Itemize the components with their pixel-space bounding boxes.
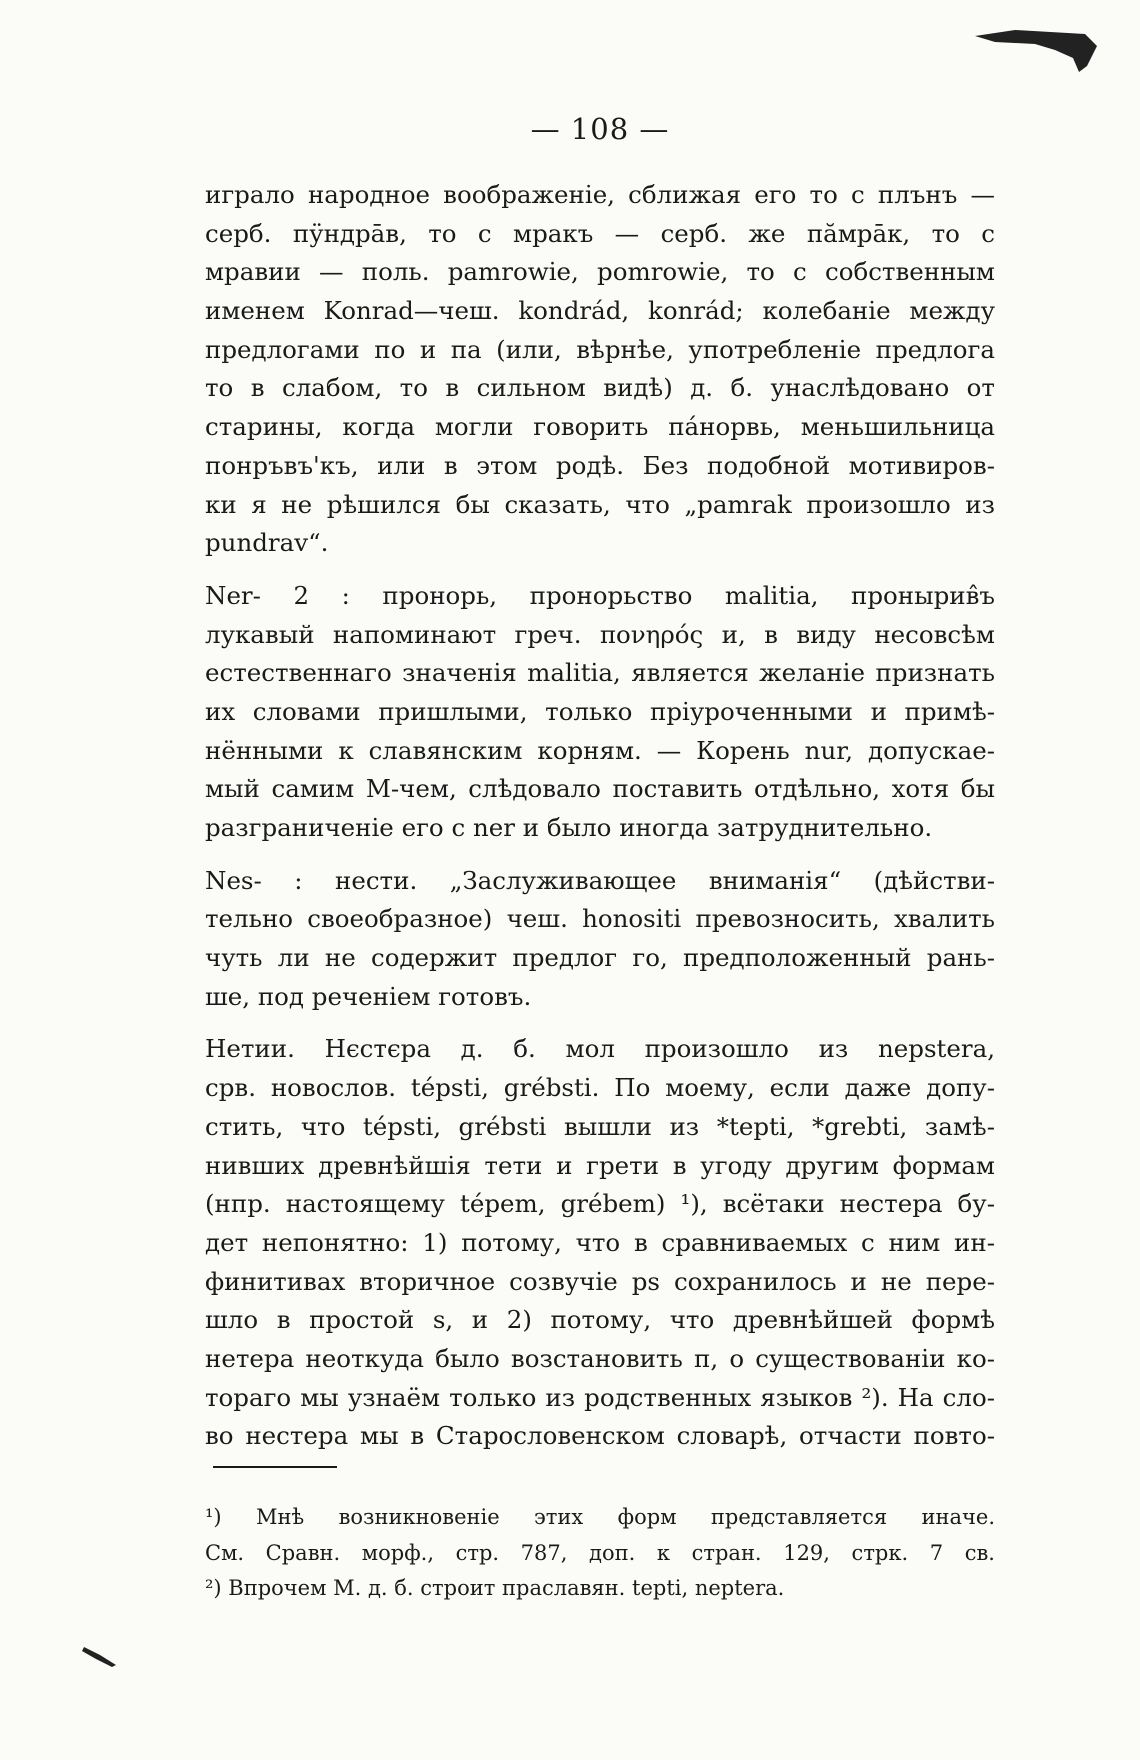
text-line: их словами пришлыми, только пріуроченными и примѣ- <box>205 696 995 726</box>
text-line: нёнными к славянским корням. — Корень nur, допускае- <box>205 735 995 765</box>
text-line: мый самим М-чем, слѣдовало поставить отдѣльно, хотя бы <box>205 774 995 804</box>
text-line: естественнаго значенія malitia, является желаніе признать <box>205 658 995 688</box>
text-line: Нетии. Нєстєра д. б. мол произошло из nepstera, <box>205 1034 995 1064</box>
text-line: срв. новослов. tépsti, grébsti. По моему, если даже допу- <box>205 1073 995 1103</box>
paragraph-gap <box>205 1016 995 1030</box>
paragraph-gap <box>205 563 995 577</box>
text-line: стить, что tépsti, grébsti вышли из *tepti, *grebti, замѣ- <box>205 1111 995 1141</box>
text-line: именем Konrad—чеш. kondrád, konrád; колебаніе между <box>205 296 995 326</box>
page-number: — 108 — <box>530 112 670 146</box>
text-line: ше, под реченіем готовъ. <box>205 981 532 1011</box>
text-line: (нпр. настоящему tépem, grébem) ¹), всётаки нестера бу- <box>205 1189 995 1219</box>
text-line: понръвъ'къ, или в этом родѣ. Без подобной мотивиров- <box>205 450 995 480</box>
text-line: финитивах вторичное созвучіе ps сохранилось и не пере- <box>205 1266 995 1296</box>
text-line: дет непонятно: 1) потому, что в сравниваемых с ним ин- <box>205 1227 995 1257</box>
text-line: pundrav“. <box>205 528 329 558</box>
scan-artifact-bottom <box>82 1643 122 1669</box>
text-line: нетера неоткуда было возстановить п, о существованіи ко- <box>205 1343 995 1373</box>
text-line: серб. пӱндрāв, то с мракъ — серб. же пӑмрāк, то с <box>205 218 995 248</box>
text-line: разграниченіе его с ner и было иногда затруднительно. <box>205 813 933 842</box>
text-line: чуть ли не содержит предлог го, предположенный рань- <box>205 943 995 973</box>
text-line: тораго мы узнаём только из родственных языков ²). На сло- <box>205 1382 995 1412</box>
text-line: нивших древнѣйшія тети и грети в угоду другим формам <box>205 1150 995 1180</box>
footnote-line: См. Сравн. морф., стр. 787, доп. к стран. 129, стрк. 7 св. <box>205 1540 995 1565</box>
footnote-line: ²) Впрочем М. д. б. строит праславян. tepti, neptera. <box>205 1576 785 1600</box>
text-line: Nes- : нести. „Заслуживающее вниманія“ (дѣйстви- <box>205 865 995 895</box>
text-line: играло народное воображеніе, сближая его то с плънъ — <box>205 180 995 209</box>
text-line: мравии — поль. pamrowie, pomrowie, то с собственным <box>205 257 995 287</box>
text-line: лукавый напоминают греч. πονηρός и, в виду несовсѣм <box>205 619 995 649</box>
text-line: тельно своеобразное) чеш. honositi превозносить, хвалить <box>205 904 995 934</box>
text-line: ки я не рѣшился бы сказать, что „pamrak произошло из <box>205 489 995 519</box>
body-text <box>205 176 995 1456</box>
footnotes <box>205 1500 995 1607</box>
text-line: Ner- 2 : пронорь, пронорьство malitia, пронырив̂ъ <box>205 580 995 610</box>
book-page <box>205 0 995 1760</box>
footnote-line: ¹) Мнѣ возникновеніе этих форм представляется иначе. <box>205 1505 995 1529</box>
text-line: шло в простой s, и 2) потому, что древнѣйшей формѣ <box>205 1305 995 1335</box>
text-line: предлогами по и па (или, вѣрнѣе, употребленіе предлога <box>205 334 995 364</box>
paragraph-gap <box>205 848 995 862</box>
text-line: то в слабом, то в сильном видѣ) д. б. унаслѣдовано от <box>205 373 995 403</box>
text-line: старины, когда могли говорить пáнорвь, меньшильница <box>205 412 995 442</box>
text-line: во нестера мы в Старословенском словарѣ, отчасти повто- <box>205 1421 995 1451</box>
scan-artifact-top <box>975 28 1105 74</box>
footnote-divider <box>213 1466 337 1468</box>
